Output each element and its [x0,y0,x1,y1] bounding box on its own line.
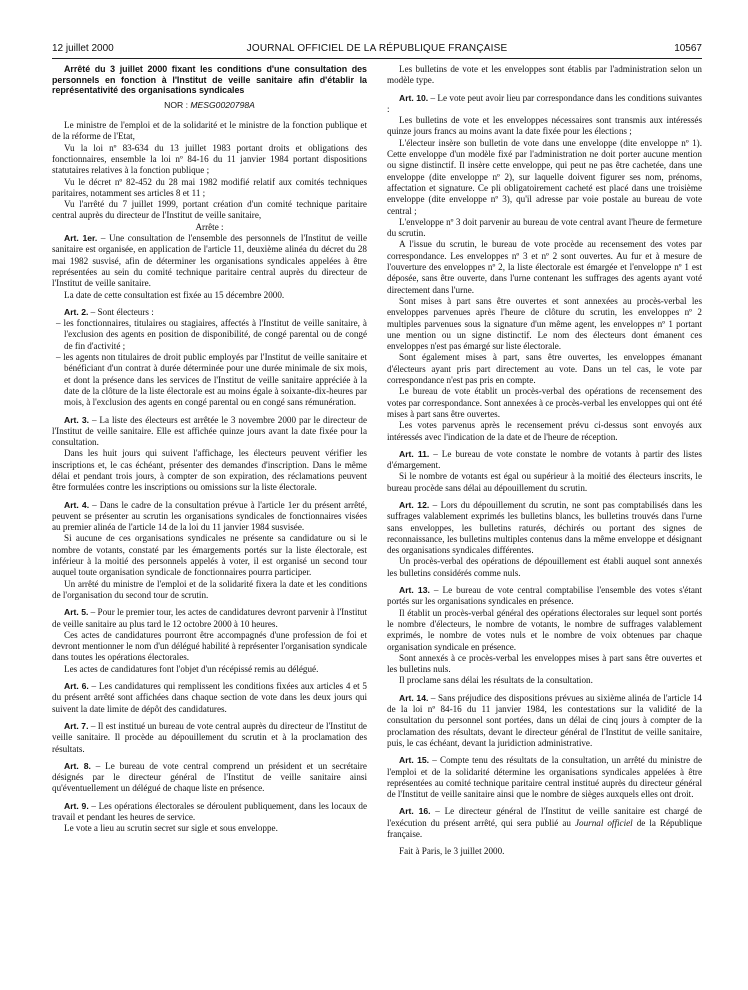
nor-label: NOR : [164,99,188,110]
article-12: Art. 12. – Lors du dépouillement du scrutin, ne sont pas comptabilisés dans les suffrages valablement exprimés les bulletins blancs, les bulletins trouvés dans l'urne sans enveloppes, les bulletins raturés, déchirés ou portant des signes de reconnaissance, les bulletins multiples contenus dans la même enveloppe et désignant des organisations syndicales différentes. [387,499,702,556]
electors-list [52,318,367,408]
article-paragraph: La date de cette consultation est fixée au 15 décembre 2000. [64,289,285,300]
preamble-paragraph: Vu le décret nº 82-452 du 28 mai 1982 modifié relatif aux comités techniques paritaires, notamment ses articles 8 et 11 ; [52,176,367,198]
article-label: Art. 3. [64,414,90,425]
article-5: Art. 5. – Pour le premier tour, les actes de candidatures devront parvenir à l'Institut de veille sanitaire au plus tard le 12 octobre 2000 à 10 heures. [52,607,367,629]
article-paragraph: A l'issue du scrutin, le bureau de vote procède au recensement des votes par correspondance. Les enveloppes nº 3 et nº 2 sont ouvertes. Au fur et à mesure de l'ouverture des enveloppes nº 2, la liste électorale est émargée et l'enveloppe nº 1 est déposée, sans être ouverte, dans l'urne contenant les suffrages des agents ayant voté directement dans l'urne. [387,239,702,295]
article-9: Art. 9. – Les opérations électorales se déroulent publiquement, dans les locaux de travail et pendant les heures de service. [52,800,367,822]
article-label: Art. 14. [399,692,429,703]
article-label: Art. 15. [399,755,430,766]
article-paragraph: Un arrêté du ministre de l'emploi et de la solidarité fixera la date et les conditions de l'organisation du second tour de scrutin. [52,578,367,600]
signoff-line: Fait à Paris, le 3 juillet 2000. [399,846,505,857]
article-paragraph: Sont mises à part sans être ouvertes et sont annexées au procès-verbal les enveloppes parvenues après l'heure de clôture du scrutin, les enveloppes nº 2 multiples parvenues sous la signature d'un même agent, les enveloppes nº 1 portant une mention ou un signe distinctif. Le nom des électeurs dont émanent ces enveloppes n'est pas émargé sur liste électorale. [387,295,702,352]
article-11: Art. 11. – Le bureau de vote constate le nombre de votants à partir des listes d'émargement. [387,448,702,471]
article-label: Art. 11. [399,448,430,459]
article-paragraph: Les bulletins de vote et les enveloppes sont établis par l'administration selon un modèle type. [387,64,702,86]
left-column [52,64,367,835]
page-header [52,41,702,57]
article-label: Art. 6. [64,681,89,692]
nor-code: MESG0020798A [190,99,255,110]
article-16: Art. 16. – Le directeur général de l'Institut de veille sanitaire est chargé de l'exécution du présent arrêté, qui sera publié au Journal officiel de la République française. [387,806,702,839]
article-paragraph: Le bureau de vote établit un procès-verbal des opérations de recensement des votes par correspondance. Sont annexées à ce procès-verbal les enveloppes qui ont été mises à part sans être ouvertes. [387,386,702,419]
preamble-paragraph: Vu la loi nº 83-634 du 13 juillet 1983 portant droits et obligations des fonctionnaires, ensemble la loi nº 84-16 du 11 janvier 1984 portant dispositions statutaires relatives à la fonction publique ; [52,142,367,176]
article-paragraph: Sont annexés à ce procès-verbal les enveloppes mises à part sans être ouvertes et les bulletins nuls. [387,652,702,675]
article-label: Art. 10. [399,92,429,103]
header-rule [52,58,702,59]
header-date: 12 juillet 2000 [52,43,114,54]
article-label: Art. 16. [399,806,431,817]
article-paragraph: Le vote a lieu au scrutin secret sur sigle et sous enveloppe. [64,823,278,834]
article-paragraph: Ces actes de candidatures pourront être accompagnés d'une profession de foi et devront mentionner le nom d'un délégué habilité à représenter l'organisation syndicale dans toutes les opérations électorales. [52,629,367,663]
article-2: Art. 2. – Sont électeurs : [64,306,154,317]
journal-officiel-italic: Journal officiel [574,817,633,828]
article-paragraph: Un procès-verbal des opérations de dépouillement est établi auquel sont annexés les bulletins considérés comme nuls. [387,556,702,578]
article-14: Art. 14. – Sans préjudice des dispositions prévues au sixième alinéa de l'article 14 de la loi nº 84-16 du 11 janvier 1984, les contestations sur la validité de la consultation du personnel sont portées, dans un délai de cinq jours à compter de la proclamation des résultats, devant le directeur général de l'Institut de veille sanitaire, puis, le cas échéant, devant la juridiction administrative. [387,692,702,748]
nor-reference [52,100,367,111]
article-6: Art. 6. – Les candidatures qui remplissent les conditions fixées aux articles 4 et 5 du présent arrêté sont affichées dans chaque section de vote dans les deux jours qui suivent la date limite de dépôt des candidatures. [52,681,367,714]
preamble-paragraph: Vu l'arrêté du 7 juillet 1999, portant création d'un comité technique paritaire central auprès du directeur de l'Institut de veille sanitaire, [52,199,367,221]
article-paragraph: L'électeur insère son bulletin de vote dans une enveloppe (dite enveloppe nº 1). Cette enveloppe d'un modèle fixé par l'administration ne doit porter aucune mention ou signe distinctif. Il insère cette enveloppe, qui peut ne pas être cachetée, dans une enveloppe (dite enveloppe nº 2), sur laquelle doivent figurer ses nom, prénoms, affectation et signature. Ce pli obligatoirement cacheté est placé dans une troisième enveloppe (dite enveloppe nº 3), qu'il adresse par voie postale au bureau de vote central ; [387,137,702,216]
article-13: Art. 13. – Le bureau de vote central comptabilise l'ensemble des votes s'étant portés sur les organisations syndicales en présence. [387,585,702,607]
article-paragraph: Les bulletins de vote et les enveloppes nécessaires sont transmis aux intéressés quinze jours francs au moins avant la date fixée pour les élections ; [387,115,702,137]
article-label: Art. 5. [64,607,89,618]
article-label: Art. 4. [64,499,90,510]
article-paragraph: L'enveloppe nº 3 doit parvenir au bureau de vote central avant l'heure de fermeture du scrutin. [387,216,702,239]
article-label: Art. 9. [64,800,89,811]
article-10: Art. 10. – Le vote peut avoir lieu par correspondance dans les conditions suivantes : [387,92,702,114]
list-item: – les fonctionnaires, titulaires ou stagiaires, affectés à l'Institut de veille sanitaire, à l'exclusion des agents en position de disponibilité, de congé parental ou de congé de fin d'activité ; [56,318,367,351]
article-8: Art. 8. – Le bureau de vote central comprend un président et un secrétaire désignés par le directeur général de l'Institut de veille sanitaire ainsi qu'éventuellement un délégué de chaque liste en présence. [52,760,367,794]
article-paragraph: Les actes de candidatures font l'objet d'un récépissé remis au délégué. [64,663,319,674]
article-paragraph: Si aucune de ces organisations syndicales ne présente sa candidature ou si le nombre de votants, constaté par les émargements portés sur la liste électorale, est inférieur à la moitié des personnels appelés à voter, il est organisé un second tour auquel toute organisation syndicale de fonctionnaires pourra participer. [52,533,367,578]
article-15: Art. 15. – Compte tenu des résultats de la consultation, un arrêté du ministre de l'emploi et de la solidarité détermine les organisations syndicales appelées à être représentées au comité technique paritaire central institué auprès du directeur général de l'Institut de veille sanitaire ainsi que le nombre de sièges auxquels elles ont droit. [387,755,703,800]
article-7: Art. 7. – Il est institué un bureau de vote central auprès du directeur de l'Institut de veille sanitaire. Il procède au dépouillement du scrutin et à la proclamation des résultats. [52,720,367,754]
article-label: Art. 8. [64,760,91,771]
article-paragraph: Il proclame sans délai les résultats de la consultation. [399,675,593,686]
article-paragraph: Il établit un procès-verbal général des opérations électorales sur lequel sont portés le nombre d'électeurs, le nombre de votants, le nombre de suffrages valablement exprimés, le nombre de votes nuls et le nombre de voix obtenues par chaque organisation syndicale en présence. [387,607,702,652]
list-item: – les agents non titulaires de droit public employés par l'Institut de veille sanitaire et bénéficiant d'un contrat à durée déterminée pour une durée minimale de six mois, et dont la présence dans les services de l'Institut de veille sanitaire appréciée à la date de la clôture de la liste électorale est au moins égale à soixante-dix-heures par mois, à l'exclusion des agents en congé parental ou en congé sans rémunération. [56,352,367,408]
header-journal-title: JOURNAL OFFICIEL DE LA RÉPUBLIQUE FRANÇAISE [246,43,508,54]
decree-title: Arrêté du 3 juillet 2000 fixant les conditions d'une consultation des personnels en fonction à l'Institut de veille sanitaire afin d'établir la représentativité des organisations syndicales [52,64,367,96]
header-page-number: 10567 [674,43,702,54]
article-paragraph: Dans les huit jours qui suivent l'affichage, les électeurs peuvent vérifier les inscriptions et, le cas échéant, présenter des demandes d'inscription. Dans le même délai et pendant trois jours, à compter de son expiration, des réclamations peuvent être formulées contre les inscriptions ou omissions sur la liste électorale. [52,448,367,493]
article-paragraph: Si le nombre de votants est égal ou supérieur à la moitié des électeurs inscrits, le bureau procède sans délai au dépouillement du scrutin. [387,471,702,493]
article-label: Art. 13. [399,585,430,596]
article-label: Art. 7. [64,720,89,731]
preamble-paragraph: Le ministre de l'emploi et de la solidarité et le ministre de la fonction publique et de la réforme de l'Etat, [52,120,367,142]
article-label: Art. 2. [64,306,89,317]
article-1: Art. 1er. – Une consultation de l'ensemble des personnels de l'Institut de veille sanitaire est organisée, en application de l'article 11, deuxième alinéa du décret du 28 mai 1982 susvisé, afin de déterminer les organisations syndicales appelées à être représentées au sein du comité technique paritaire central auprès du directeur de l'Institut de veille sanitaire. [52,233,367,289]
article-label: Art. 12. [399,499,430,510]
article-paragraph: Sont également mises à part, sans être ouvertes, les enveloppes émanant d'électeurs ayant pris part directement au vote. Dans un tel cas, le vote par correspondance n'est pas pris en compte. [387,352,702,386]
arrete-heading: Arrête : [195,221,224,232]
article-4: Art. 4. – Dans le cadre de la consultation prévue à l'article 1er du présent arrêté, peuvent se présenter au scrutin les organisations syndicales de fonctionnaires visées au premier alinéa de l'article 14 de la loi du 11 janvier 1984 susvisée. [52,499,367,533]
article-3: Art. 3. – La liste des électeurs est arrêtée le 3 novembre 2000 par le directeur de l'Institut de veille sanitaire. Elle est affichée quinze jours avant la date fixée pour la consultation. [52,414,368,448]
right-column [387,64,702,858]
article-label: Art. 1er. [64,233,98,244]
article-paragraph: Les votes parvenus après le recensement prévu ci-dessus sont envoyés aux intéressés avec l'indication de la date et de l'heure de réception. [387,420,702,442]
